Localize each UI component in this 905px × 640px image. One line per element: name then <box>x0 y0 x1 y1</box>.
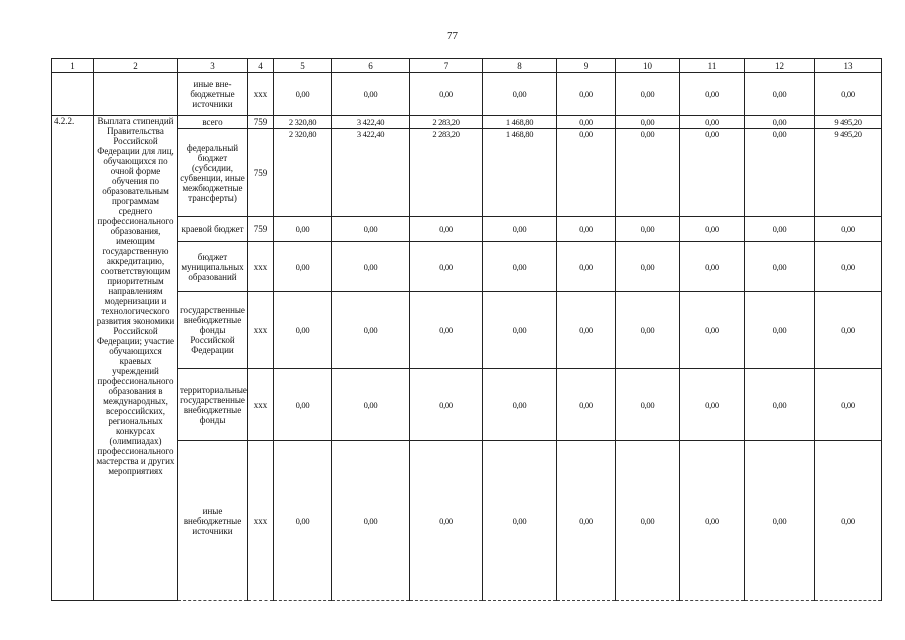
funding-source: территориальные государственные внебюджетные фонды <box>178 369 248 441</box>
header-cell: 3 <box>178 59 248 73</box>
header-cell: 2 <box>94 59 178 73</box>
value-cell: 0,00 <box>815 292 882 369</box>
value-cell: 0,00 <box>274 73 332 116</box>
item-description: Выплата стипендий Правительства Российской Федерации для лиц, обучающихся по очной форме обучения по образовательным программам среднего профессионального образования, имеющим государственную аккредитацию, соответствующим приоритетным направлениям модернизации и технологического развития экономики Российской Федерации; участие обучающихся краевых учреждений профессионального образования в международных, всероссийских, региональных конкурсах (олимпиадах) профессионального мастерства и других мероприятиях <box>94 116 178 601</box>
header-cell: 8 <box>483 59 557 73</box>
value-cell: 0,00 <box>680 292 745 369</box>
table-row <box>52 116 882 129</box>
value-cell: 1 468,80 <box>483 129 557 217</box>
value-cell: 0,00 <box>410 242 483 292</box>
value-cell: 0,00 <box>616 129 680 217</box>
value-cell: 0,00 <box>332 217 410 242</box>
header-cell: 12 <box>745 59 815 73</box>
value-cell: 0,00 <box>557 217 616 242</box>
funding-source: краевой бюджет <box>178 217 248 242</box>
value-cell: 9 495,20 <box>815 129 882 217</box>
row-code: 759 <box>248 217 274 242</box>
value-cell: 2 320,80 <box>274 129 332 217</box>
value-cell: 0,00 <box>332 292 410 369</box>
value-cell: 0,00 <box>745 217 815 242</box>
header-cell: 1 <box>52 59 94 73</box>
value-cell: 0,00 <box>332 242 410 292</box>
value-cell: 0,00 <box>274 242 332 292</box>
header-cell: 10 <box>616 59 680 73</box>
row-code: ххх <box>248 441 274 601</box>
header-cell: 5 <box>274 59 332 73</box>
value-cell: 2 283,20 <box>410 129 483 217</box>
value-cell: 0,00 <box>274 217 332 242</box>
value-cell: 0,00 <box>332 73 410 116</box>
header-cell: 7 <box>410 59 483 73</box>
value-cell: 0,00 <box>557 116 616 129</box>
funding-source: бюджет муниципальных образований <box>178 242 248 292</box>
row-code: ххх <box>248 242 274 292</box>
funding-source: федеральный бюджет (субсидии, субвенции, иные межбюджетные трансферты) <box>178 129 248 217</box>
value-cell: 2 320,80 <box>274 116 332 129</box>
value-cell: 0,00 <box>815 73 882 116</box>
value-cell: 0,00 <box>410 369 483 441</box>
value-cell: 0,00 <box>616 369 680 441</box>
value-cell: 0,00 <box>616 242 680 292</box>
header-cell: 11 <box>680 59 745 73</box>
item-number: 4.2.2. <box>52 116 94 601</box>
value-cell: 0,00 <box>616 441 680 601</box>
row-code: ххх <box>248 73 274 116</box>
value-cell: 0,00 <box>815 242 882 292</box>
row-code: ххх <box>248 292 274 369</box>
value-cell: 0,00 <box>815 441 882 601</box>
funding-source: иные внебюджетные источники <box>178 441 248 601</box>
header-cell: 13 <box>815 59 882 73</box>
value-cell: 2 283,20 <box>410 116 483 129</box>
value-cell: 0,00 <box>410 292 483 369</box>
value-cell: 0,00 <box>745 73 815 116</box>
value-cell: 0,00 <box>274 441 332 601</box>
value-cell: 0,00 <box>815 217 882 242</box>
value-cell: 0,00 <box>332 441 410 601</box>
value-cell: 0,00 <box>483 242 557 292</box>
value-cell: 0,00 <box>410 73 483 116</box>
value-cell: 0,00 <box>616 217 680 242</box>
value-cell: 0,00 <box>616 292 680 369</box>
value-cell: 0,00 <box>483 217 557 242</box>
page-number: 77 <box>447 30 458 42</box>
header-cell: 4 <box>248 59 274 73</box>
budget-table <box>51 58 882 601</box>
value-cell: 3 422,40 <box>332 116 410 129</box>
value-cell: 0,00 <box>680 242 745 292</box>
value-cell: 0,00 <box>332 369 410 441</box>
header-row <box>52 59 882 73</box>
value-cell: 0,00 <box>483 292 557 369</box>
value-cell: 0,00 <box>557 129 616 217</box>
value-cell: 0,00 <box>557 292 616 369</box>
value-cell: 0,00 <box>745 116 815 129</box>
value-cell: 0,00 <box>557 73 616 116</box>
funding-source: всего <box>178 116 248 129</box>
value-cell: 0,00 <box>815 369 882 441</box>
value-cell: 0,00 <box>616 116 680 129</box>
value-cell: 0,00 <box>680 217 745 242</box>
value-cell: 0,00 <box>745 292 815 369</box>
value-cell: 0,00 <box>745 129 815 217</box>
value-cell: 1 468,80 <box>483 116 557 129</box>
table-row <box>52 73 882 116</box>
value-cell: 0,00 <box>483 441 557 601</box>
value-cell: 0,00 <box>745 242 815 292</box>
value-cell: 0,00 <box>557 369 616 441</box>
value-cell: 0,00 <box>680 73 745 116</box>
value-cell: 0,00 <box>557 441 616 601</box>
header-cell: 6 <box>332 59 410 73</box>
value-cell: 0,00 <box>745 441 815 601</box>
row-code: 759 <box>248 129 274 217</box>
value-cell: 0,00 <box>616 73 680 116</box>
funding-source: государственные внебюджетные фонды Российской Федерации <box>178 292 248 369</box>
value-cell: 0,00 <box>680 116 745 129</box>
value-cell: 0,00 <box>680 129 745 217</box>
value-cell: 9 495,20 <box>815 116 882 129</box>
row-code: ххх <box>248 369 274 441</box>
value-cell: 0,00 <box>483 73 557 116</box>
value-cell: 0,00 <box>274 292 332 369</box>
value-cell: 0,00 <box>557 242 616 292</box>
value-cell: 0,00 <box>410 217 483 242</box>
value-cell: 0,00 <box>680 369 745 441</box>
header-cell: 9 <box>557 59 616 73</box>
empty-cell <box>52 73 94 116</box>
empty-cell <box>94 73 178 116</box>
funding-source: иные вне-бюджетные источники <box>178 73 248 116</box>
value-cell: 0,00 <box>745 369 815 441</box>
value-cell: 3 422,40 <box>332 129 410 217</box>
value-cell: 0,00 <box>410 441 483 601</box>
value-cell: 0,00 <box>680 441 745 601</box>
value-cell: 0,00 <box>274 369 332 441</box>
value-cell: 0,00 <box>483 369 557 441</box>
row-code: 759 <box>248 116 274 129</box>
